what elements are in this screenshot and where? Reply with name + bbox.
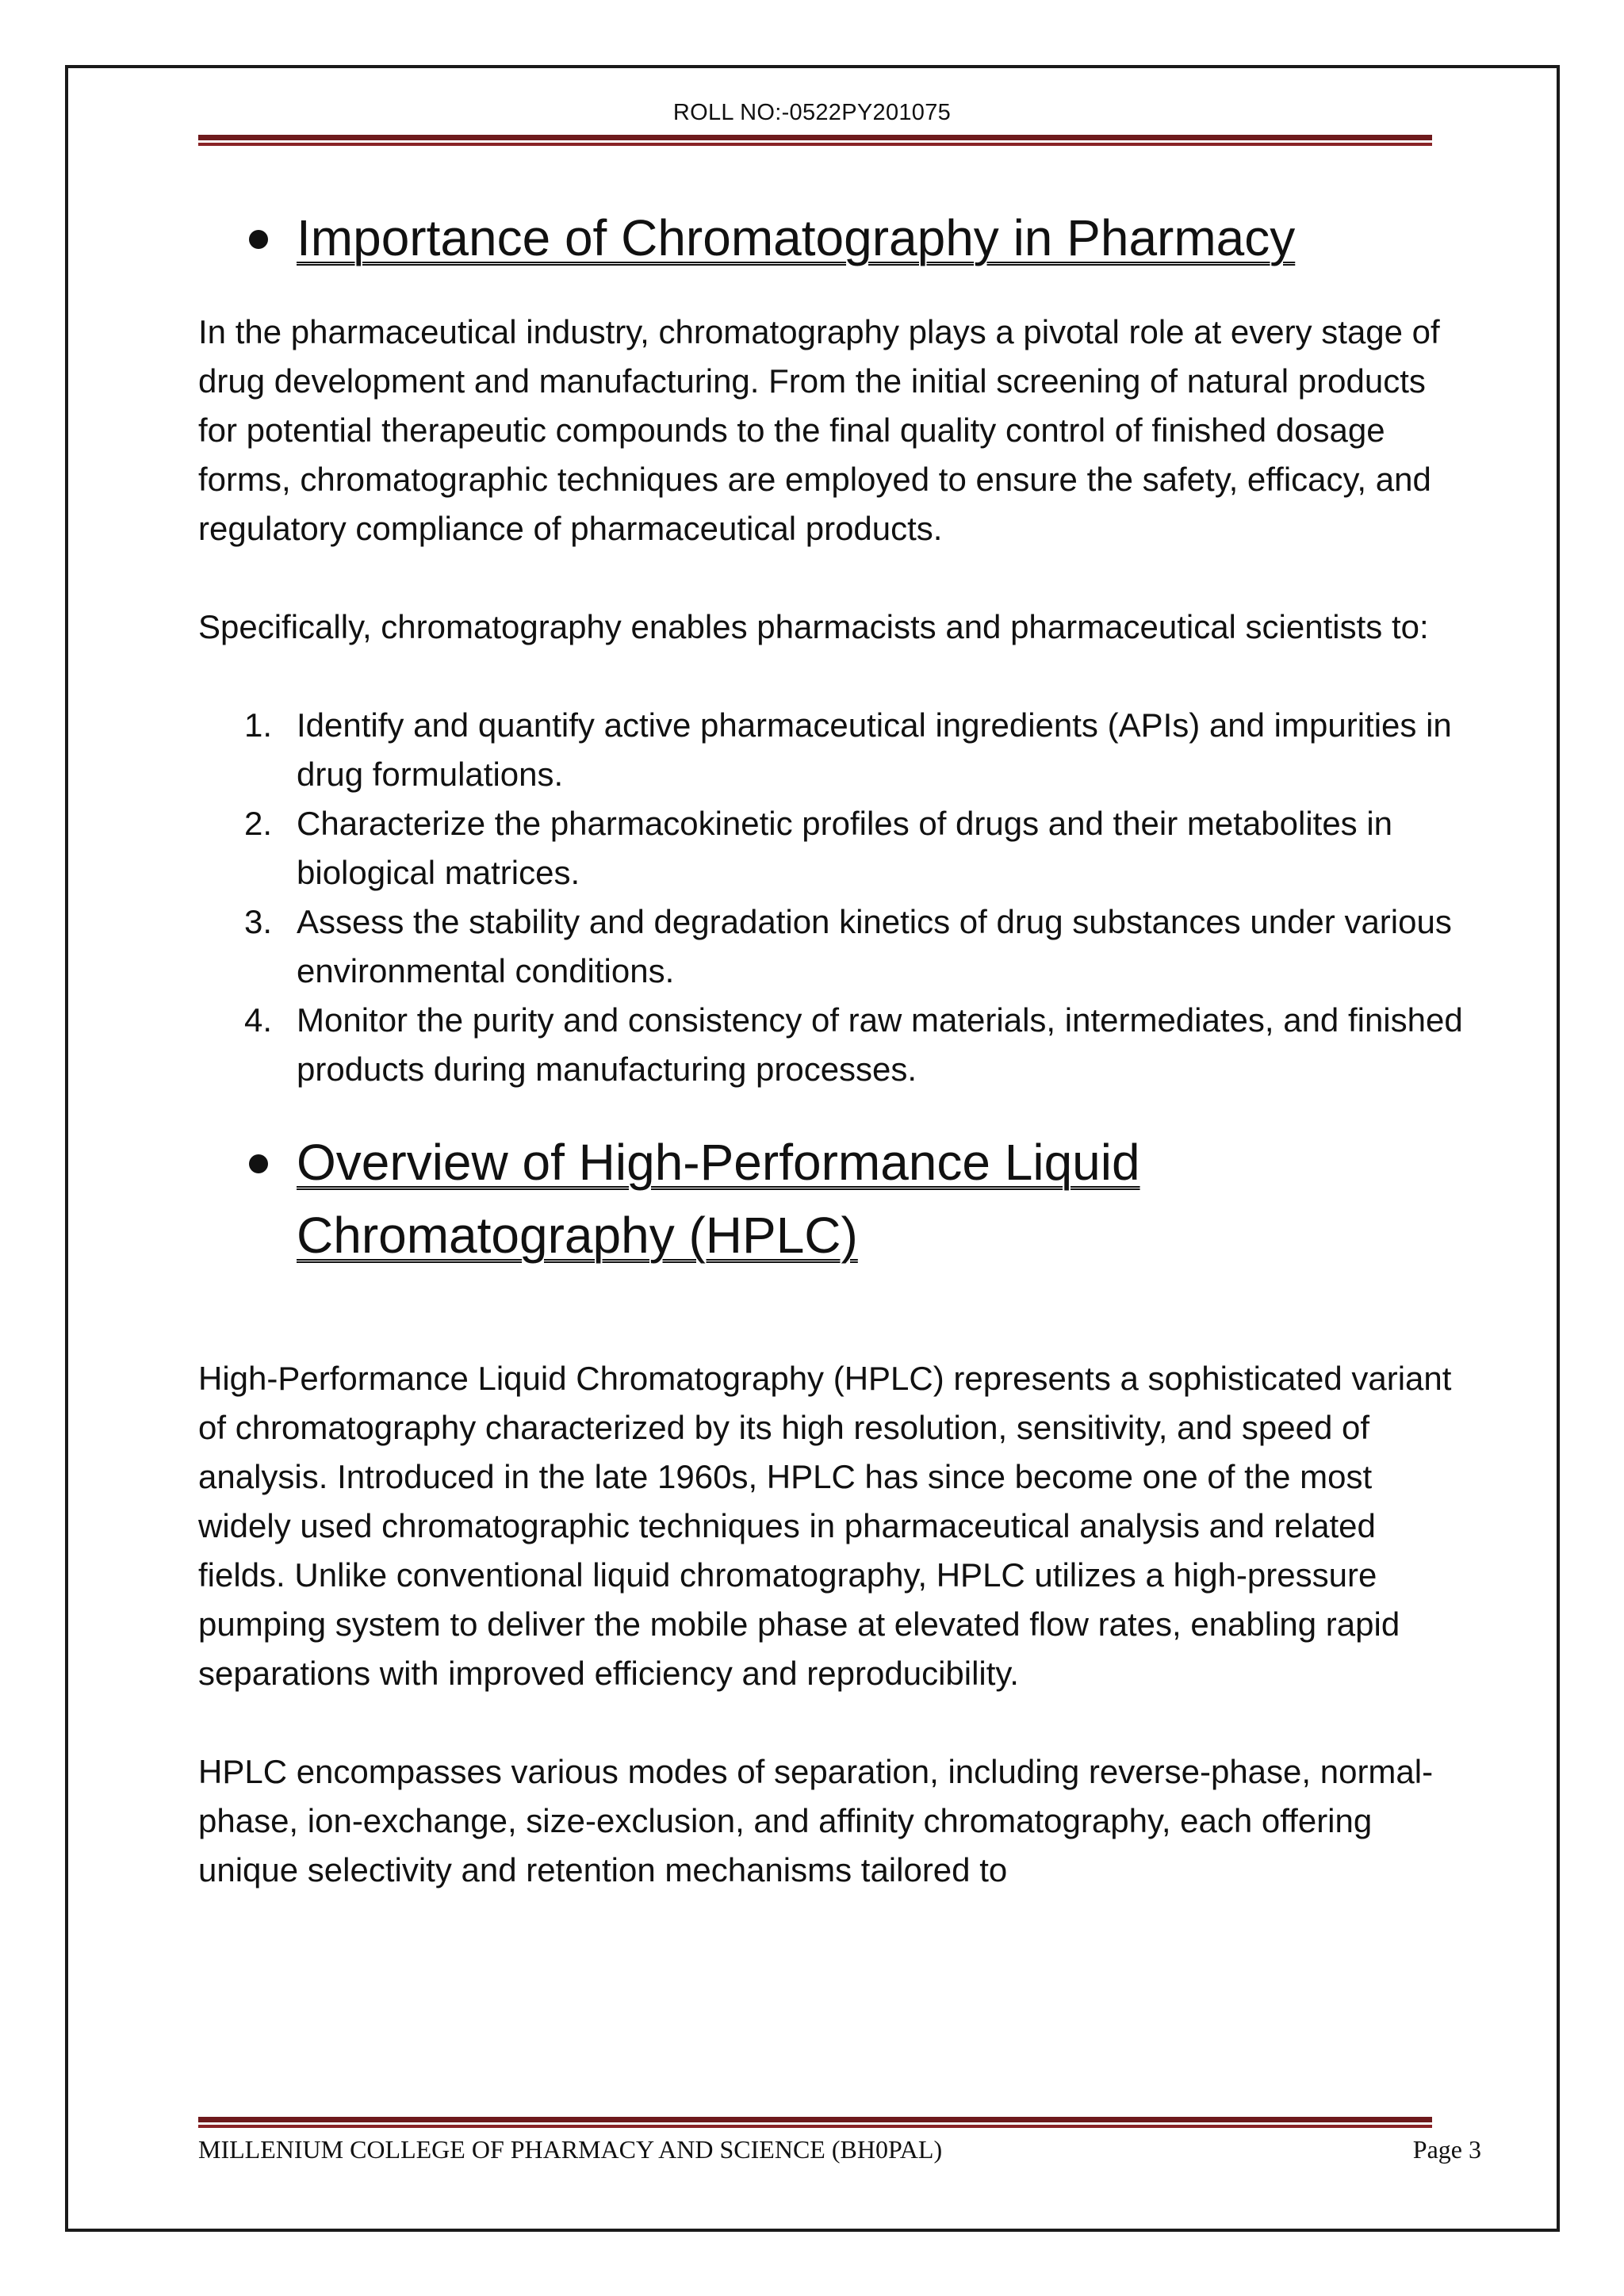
list-number: 1. [244, 706, 273, 744]
list-item-text: Monitor the purity and consistency of raw materials, intermediates, and finished products during manufacturing processes. [297, 1001, 1463, 1088]
section-heading-text: Importance of Chromatography in Pharmacy [297, 209, 1296, 266]
list-number: 4. [244, 1001, 273, 1039]
section-heading-hplc [198, 1126, 1467, 1272]
section-heading-text-line1: Overview of High-Performance Liquid [297, 1134, 1140, 1191]
paragraph: Specifically, chromatography enables pharmacists and pharmaceutical scientists to: [198, 608, 1429, 645]
footer-college-name: MILLENIUM COLLEGE OF PHARMACY AND SCIENCE (BH0PAL) [198, 2135, 943, 2164]
bullet-icon [249, 1154, 268, 1173]
list-item [198, 996, 1467, 1094]
paragraph: High-Performance Liquid Chromatography (HPLC) represents a sophisticated variant of chromatography characterized by its high resolution, sensitivity, and speed of analysis. Introduced in the late 1960s, HPLC has since become one of the most widely used chromatographic techniques in pharmaceutical analysis and related fields. Unlike conventional liquid chromatography, HPLC utilizes a high-pressure pumping system to deliver the mobile phase at elevated flow rates, enabling rapid separations with improved efficiency and reproducibility. [198, 1360, 1452, 1692]
page-content [198, 190, 1467, 1895]
list-item-text: Assess the stability and degradation kinetics of drug substances under various environmental conditions. [297, 903, 1452, 989]
page-number: Page 3 [1412, 2135, 1481, 2164]
list-number: 3. [244, 903, 273, 940]
footer-rule [198, 2117, 1432, 2129]
list-item [198, 897, 1467, 996]
numbered-list [198, 701, 1467, 1094]
section-heading-text-line2: Chromatography (HPLC) [297, 1207, 858, 1264]
list-number: 2. [244, 805, 273, 842]
list-item-text: Identify and quantify active pharmaceutical ingredients (APIs) and impurities in drug formulations. [297, 706, 1452, 793]
header-rule [198, 135, 1432, 147]
list-item [198, 701, 1467, 799]
section-heading-importance [198, 201, 1467, 274]
list-item [198, 799, 1467, 897]
bullet-icon [249, 230, 268, 249]
paragraph: HPLC encompasses various modes of separation, including reverse-phase, normal-phase, ion-exchange, size-exclusion, and affinity chromatography, each offering unique selectivity and retention mechanisms tailored to [198, 1753, 1434, 1888]
paragraph: In the pharmaceutical industry, chromatography plays a pivotal role at every stage of drug development and manufacturing. From the initial screening of natural products for potential therapeutic compounds to the final quality control of finished dosage forms, chromatographic techniques are employed to ensure the safety, efficacy, and regulatory compliance of pharmaceutical products. [198, 313, 1440, 547]
list-item-text: Characterize the pharmacokinetic profiles of drugs and their metabolites in biological matrices. [297, 805, 1393, 891]
roll-number: ROLL NO:-0522PY201075 [672, 100, 952, 125]
